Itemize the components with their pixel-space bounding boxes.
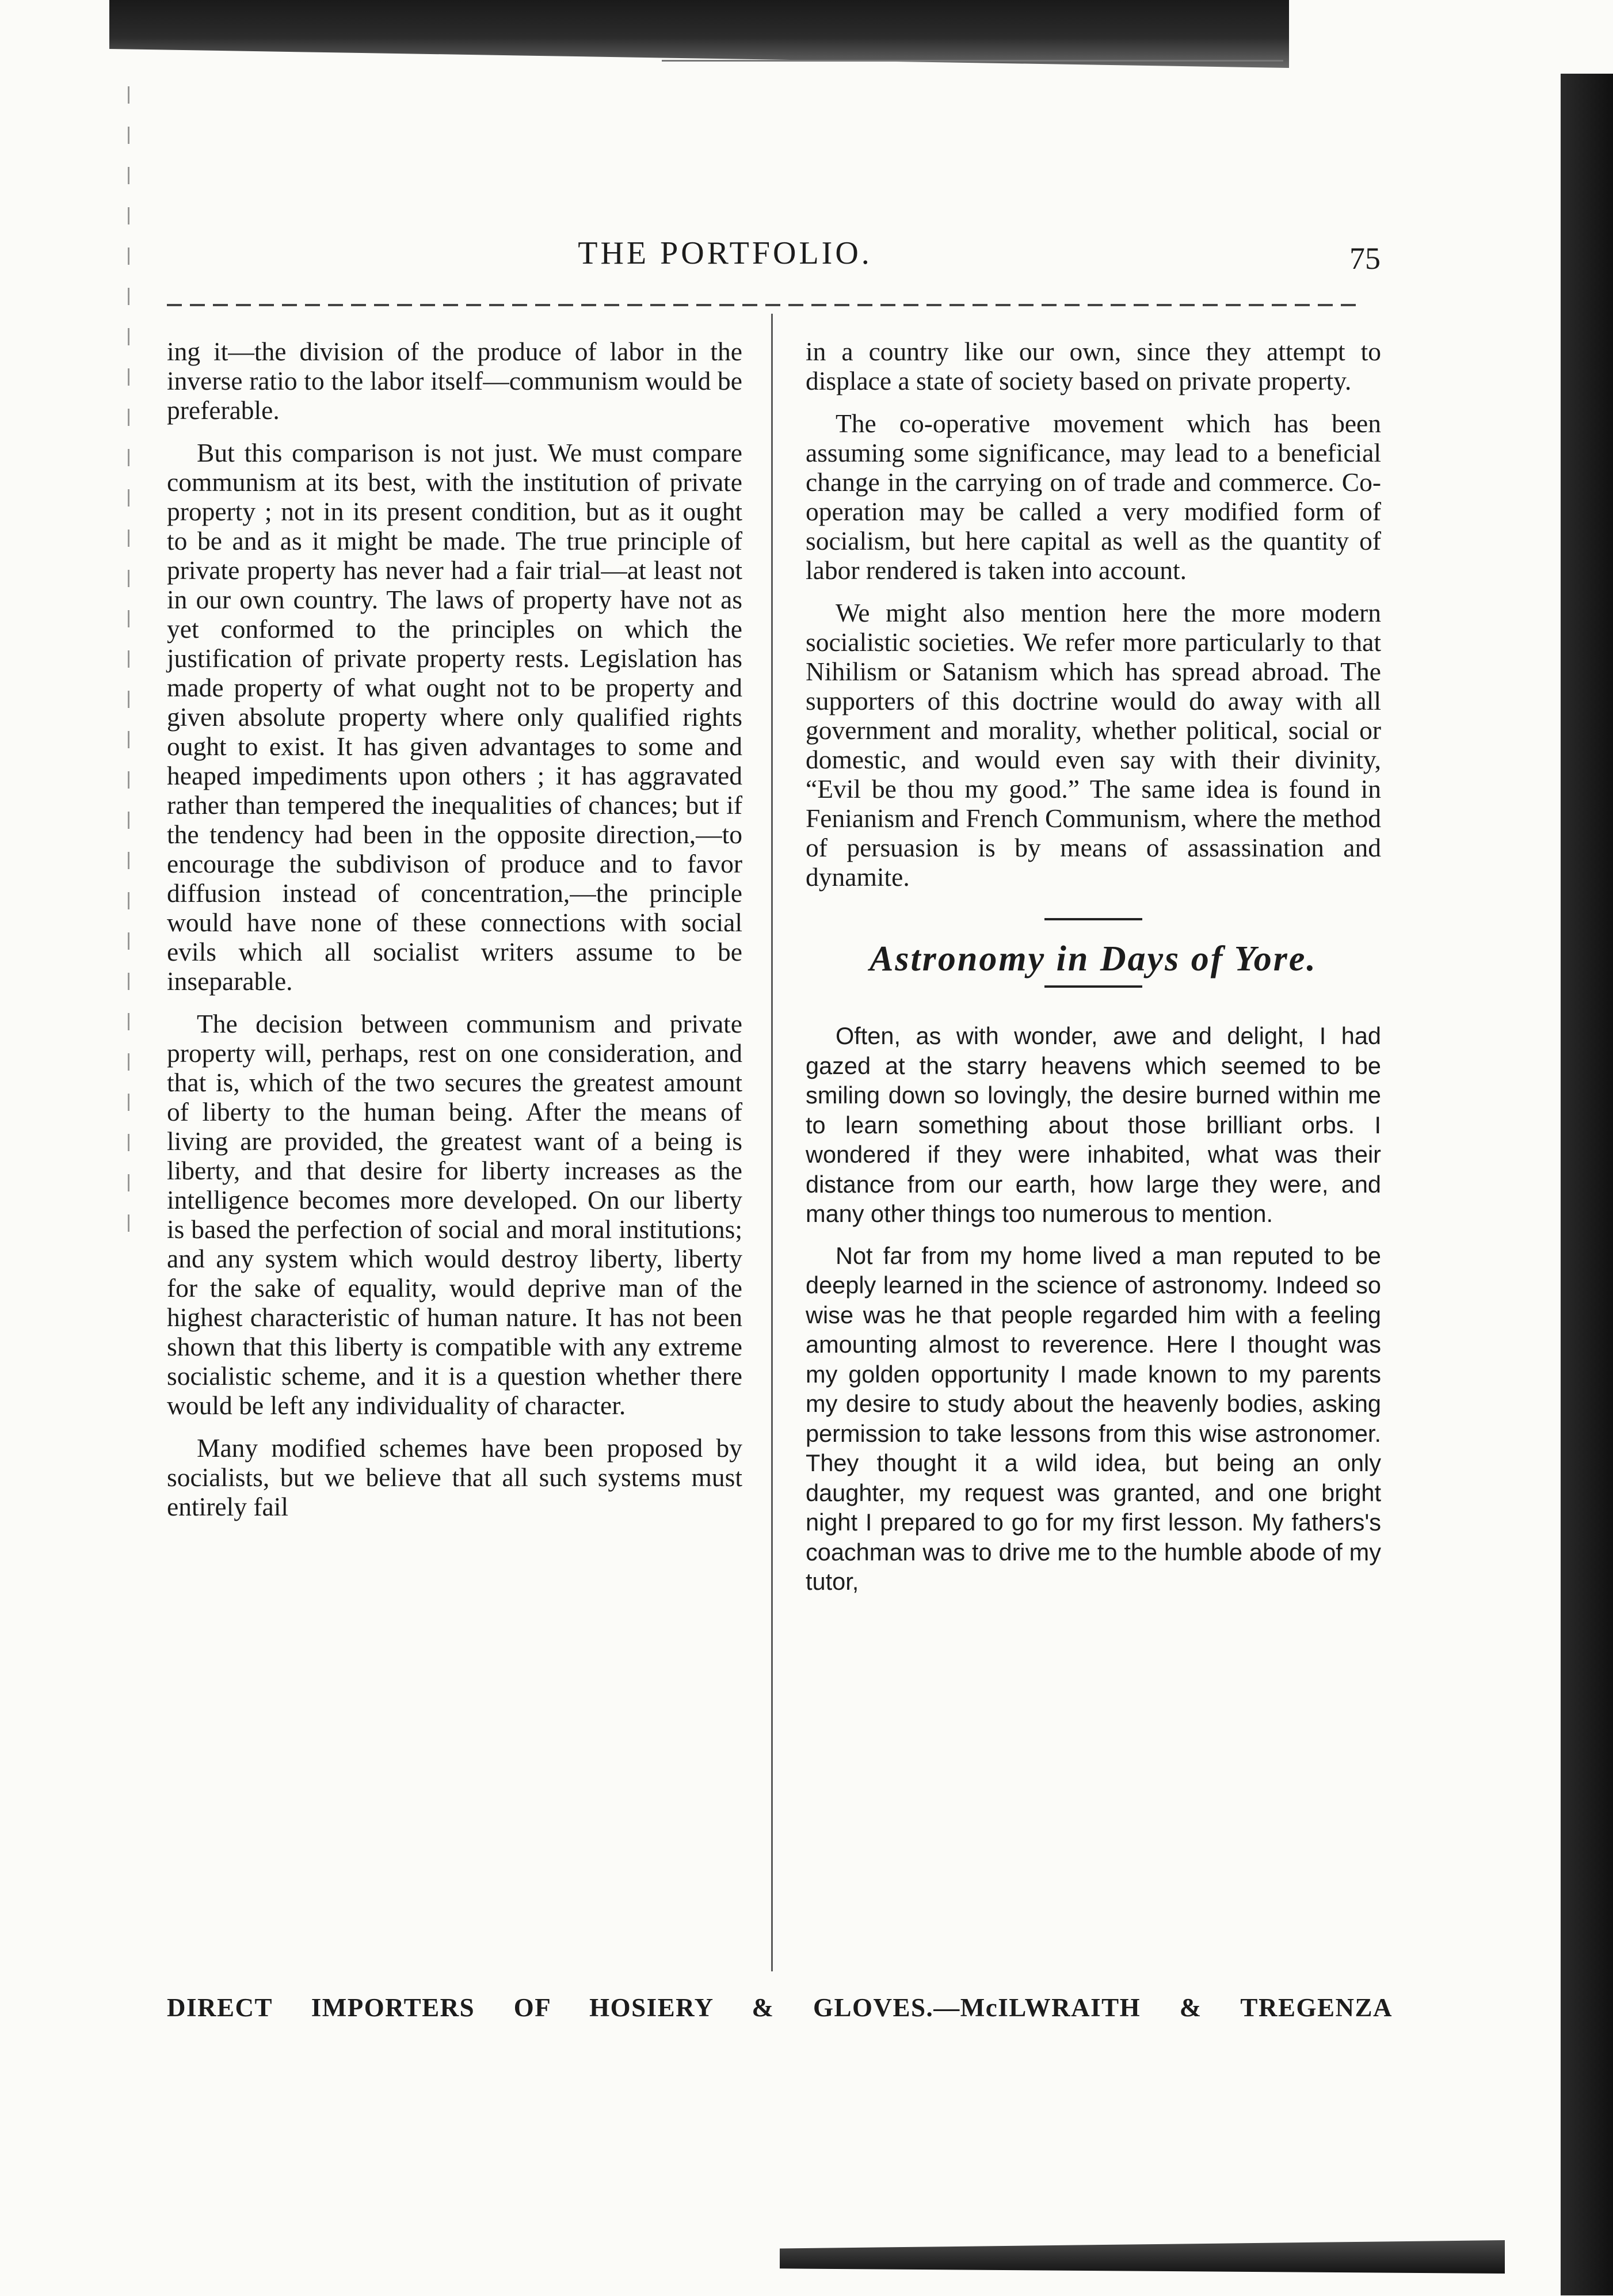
section-rule [1044, 918, 1142, 920]
paragraph: But this comparison is not just. We must compare communism at its best, with the institution of private property ; not in its present condition, but as it ought to be and as it might be made. The true principle of private property has never had a fair trial—at least not in our own country. The laws of property have not as yet conformed to the principles on which the justification of private property rests. Legislation has made property of what ought not to be property and given absolute property where only qualified rights ought to exist. It has given advantages to some and heaped impediments upon others ; it has aggravated rather than tempered the inequalities of chances; but if the tendency had been in the opposite direction,—to encourage the subdivison of produce and to favor diffusion instead of concentration,—the principle would have none of these connections with social evils which all socialist writers assume to be inseparable. [167, 438, 742, 996]
column-divider [771, 314, 773, 1971]
running-head: THE PORTFOLIO. [578, 235, 872, 271]
title-rule [1044, 985, 1142, 988]
footer-advertisement: DIRECT IMPORTERS OF HOSIERY & GLOVES.—McILWRAITH & TREGENZA [167, 1993, 1393, 2022]
header-rule [167, 304, 1364, 306]
right-column [806, 337, 1381, 1609]
scan-edge-line [662, 60, 1283, 62]
page-number: 75 [1349, 241, 1381, 276]
left-column [167, 337, 742, 1535]
paragraph: Many modified schemes have been proposed by socialists, but we believe that all such systems must entirely fail [167, 1433, 742, 1521]
paragraph: The co-operative movement which has been assuming some significance, may lead to a beneficial change in the carrying on of trade and commerce. Co-operation may be called a very modified form of socialism, but here capital as well as the quantity of labor rendered is taken into account. [806, 409, 1381, 585]
scan-border-bottom [780, 2240, 1505, 2274]
paragraph: The decision between communism and private property will, perhaps, rest on one consideration, and that is, which of the two secures the greatest amount of liberty to the human being. After the means of living are provided, the greatest want of a being is liberty, and that desire for liberty increases as the intelligence becomes more developed. On our liberty is based the perfection of social and moral institutions; and any system which would destroy liberty, liberty for the sake of equality, would deprive man of the highest characteristic of human nature. It has not been shown that this liberty is compatible with any extreme socialistic scheme, and it is a question whether there would be left any individuality of character. [167, 1009, 742, 1420]
paragraph: ing it—the division of the produce of labor in the inverse ratio to the labor itself—communism would be preferable. [167, 337, 742, 425]
scan-border-top [109, 0, 1289, 68]
paragraph: in a country like our own, since they attempt to displace a state of society based on private property. [806, 337, 1381, 395]
article-paragraph: Not far from my home lived a man reputed to be deeply learned in the science of astronomy. Indeed so wise was he that people regarded him with a feeling amounting almost to reverence. Here I thought was my golden opportunity I made known to my parents my desire to study about the heavenly bodies, asking permission to take lessons from this wise astronomer. They thought it a wild idea, but being an only daughter, my request was granted, and one bright night I prepared to go for my first lesson. My fathers's coachman was to drive me to the humble abode of my tutor, [806, 1242, 1381, 1595]
article-paragraph: Often, as with wonder, awe and delight, I had gazed at the starry heavens which seemed to be smiling down so lovingly, the desire burned within me to learn something about those brilliant orbs. I wondered if they were inhabited, what was their distance from our earth, how large they were, and many other things too numerous to mention. [806, 1022, 1381, 1227]
scan-border-right [1561, 74, 1613, 2295]
paragraph: We might also mention here the more modern socialistic societies. We refer more particularly to that Nihilism or Satanism which has spread abroad. The supporters of this doctrine would do away with all government and morality, whether political, social or domestic, and would even say with their divinity, “Evil be thou my good.” The same idea is found in Fenianism and French Communism, where the method of persuasion is by means of assassination and dynamite. [806, 598, 1381, 892]
article-title: Astronomy in Days of Yore. [870, 939, 1317, 978]
